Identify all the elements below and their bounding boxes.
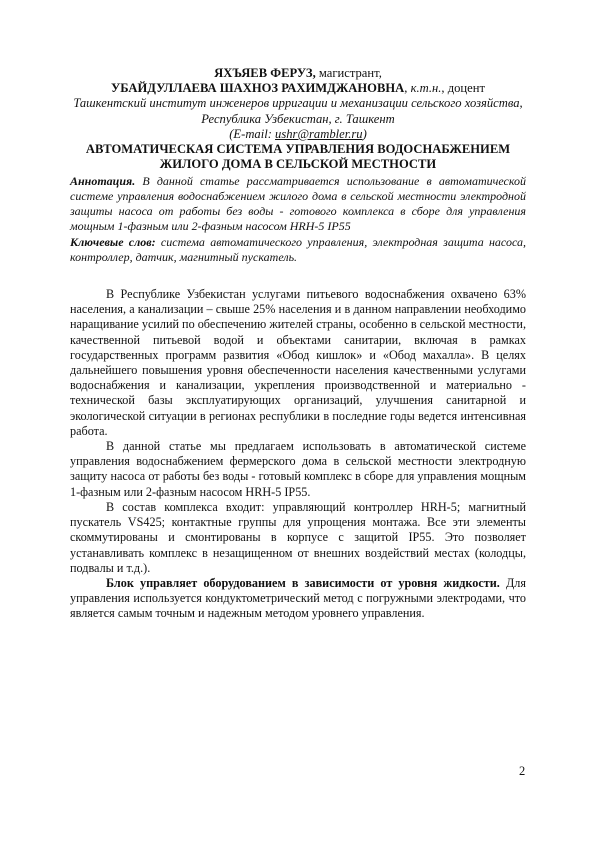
paper-title: АВТОМАТИЧЕСКАЯ СИСТЕМА УПРАВЛЕНИЯ ВОДОСНАБЖЕНИЕМ ЖИЛОГО ДОМА В СЕЛЬСКОЙ МЕСТНОСТИ [85, 142, 511, 172]
paragraph-2: В данной статье мы предлагаем использовать в автоматической системе управления водоснабжением фермерского дома в сельской местности электродную защиту насоса от работы без воды - готовый комплекс в сборе для управления мощным 1-фазным или 2-фазным насосом HRH-5 IP55. [70, 439, 526, 499]
author-2-degree: к.т.н. [410, 81, 442, 96]
author-1-role: магистрант, [315, 66, 382, 80]
institution: Ташкентский институт инженеров ирригации и механизации сельского хозяйства, Республика Узбекистан, г. Ташкент [73, 96, 523, 126]
paragraph-4-text: Для управления используется кондуктометрический метод с погружными электродами, что является самым точным и надежным методом уровнего управления. [70, 575, 526, 621]
abstract [70, 174, 526, 235]
email-link[interactable]: ushr@rambler.ru [275, 126, 363, 141]
email-line [70, 127, 526, 142]
email-prefix: (E-mail: [229, 126, 276, 141]
author-1-line [70, 66, 526, 81]
author-2-line [70, 81, 526, 96]
email-suffix: ) [362, 126, 367, 141]
paragraph-3: В состав комплекса входит: управляющий контроллер HRH-5; магнитный пускатель VS425; контактные группы для упрощения монтажа. Все эти элементы скоммутированы и смонтированы в корпусе с защитой IP55. Это позволяет устанавливать комплекс в незащищенном от внешних воздействий местах (колодцы, подвалы и т.д.). [70, 499, 526, 575]
paragraph-4 [70, 576, 526, 622]
author-1-name: ЯХЪЯЕВ ФЕРУЗ, [214, 66, 316, 80]
author-2-name: УБАЙДУЛЛАЕВА ШАХНОЗ РАХИМДЖАНОВНА [111, 81, 405, 96]
page-number: 2 [519, 764, 526, 778]
author-2-sep: , [404, 81, 411, 96]
abstract-text: В данной статье рассматривается использование в автоматической системе управления водоснабжением жилого дома в сельской местности электродной защиты насоса от работы без воды - готового комплекса в сборе для управления мощным 1-фазным или 2-фазным насосом HRH-5 IP55 [70, 173, 526, 234]
keywords-text: система автоматического управления, электродная защита насоса, контроллер, датчик, магнитный пускатель. [70, 234, 526, 264]
paper-page [70, 66, 526, 622]
keywords-label: Ключевые слов: [70, 234, 156, 249]
keywords [70, 235, 526, 265]
abstract-label: Аннотация. [70, 173, 136, 188]
paragraph-1: В Республике Узбекистан услугами питьевого водоснабжения охвачено 63% населения, а канализации – свыше 25% населения и в данном направлении необходимо наращивание усилий по обеспечению жителей страны, особенно в сельской местности, качественной питьевой водой и объектами санитарии, включая в рамках государственных программ развития «Обод кишлок» и «Обод махалла». В целях дальнейшего повышения уровня обеспеченности населения качественными услугами водоснабжения и канализации, укрепления производственной и материально - технической базы эксплуатирующих организаций, улучшения санитарной и экологической ситуации в регионах республики в последние годы ведется интенсивная работа. [70, 287, 526, 438]
paragraph-4-bold: Блок управляет оборудованием в зависимости от уровня жидкости. [106, 575, 500, 590]
author-2-role: , доцент [441, 81, 485, 96]
body-text [70, 287, 526, 621]
